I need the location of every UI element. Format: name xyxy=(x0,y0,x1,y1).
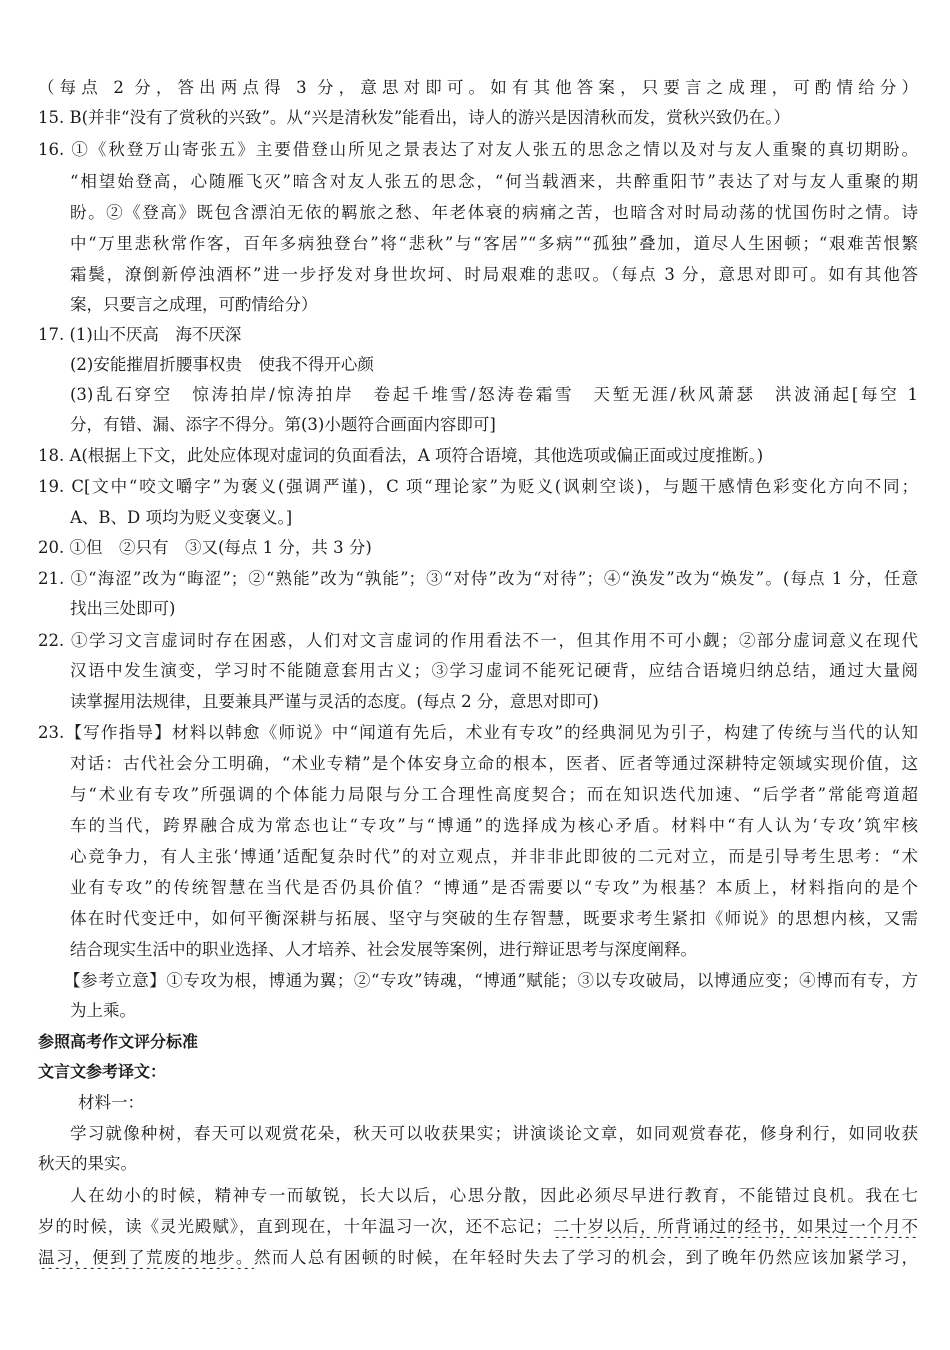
text-line: 人在幼小的时候，精神专一而敏锐，长大以后，心思分散，因此必须尽早进行教育，不能错过良机。我在七 xyxy=(70,1186,918,1205)
answer-18: 18. A(根据上下文，此处应体现对虚词的负面看法，A 项符合语境，其他选项或偏正面或过度推断。) xyxy=(38,446,764,465)
text-line: 中“万里悲秋常作客，百年多病独登台”将“悲秋”与“客居”“多病”“孤独”叠加，道尽人生困顿；“艰难苦恨繁 xyxy=(70,234,918,253)
answer-19: 19. C[文中“咬文嚼字”为褒义(强调严谨)，C 项“理论家”为贬义(讽刺空谈)，与题干感情色彩变化方向不同； xyxy=(38,477,918,496)
text-line: 汉语中发生演变，学习时不能随意套用古义；③学习虚词不能死记硬背，应结合语境归纳总结，通过大量阅 xyxy=(70,661,918,680)
text-line: 找出三处即可) xyxy=(70,599,176,618)
text-line: 心竞争力，有人主张‘博通’适配复杂时代”的对立观点，并非非此即彼的二元对立，而是引导考生思考：“术 xyxy=(70,847,918,866)
text-line: 案，只要言之成理，可酌情给分） xyxy=(70,295,318,314)
text-line: A、B、D 项均为贬义变褒义。] xyxy=(70,508,293,527)
answer-15: 15. B(并非“没有了赏秋的兴致”。从“兴是清秋发”能看出，诗人的游兴是因清秋而发，赏秋兴致仍在。） xyxy=(38,108,791,127)
text-line: 盼。②《登高》既包含漂泊无依的羁旅之愁、年老体衰的病痛之苦，也暗含对时局动荡的忧国伤时之情。诗 xyxy=(70,203,918,222)
wavy-underlined-text: 二十岁以后，所背诵过的经书，如果过一个月不 xyxy=(551,1217,918,1236)
text-line: 秋天的果实。 xyxy=(38,1154,137,1173)
text-line: “相望始登高，心随雁飞灭”暗含对友人张五的思念，“何当载酒来，共醉重阳节”表达了对与友人重聚的期 xyxy=(70,172,918,191)
reference-ideas: 【参考立意】①专攻为根，博通为翼；②“专攻”铸魂，“博通”赋能；③以专攻破局，以博通应变；④博而有专，方 xyxy=(64,971,918,990)
text-line: 体在时代变迁中，如何平衡深耕与拓展、坚守与突破的生存智慧，既要求考生紧扣《师说》的思想内核，又需 xyxy=(70,909,918,928)
text-line: (2)安能摧眉折腰事权贵 使我不得开心颜 xyxy=(70,355,374,374)
text-line: 业有专攻”的传统智慧在当代是否仍具价值？“博通”是否需要以“专攻”为根基？本质上，材料指向的是个 xyxy=(70,878,918,897)
answer-17: 17. (1)山不厌高 海不厌深 xyxy=(38,325,242,344)
text-line: 为上乘。 xyxy=(70,1001,136,1020)
text-line: 对话：古代社会分工明确，“术业专精”是个体安身立命的根本，医者、匠者等通过深耕特定领域实现价值，这 xyxy=(70,754,918,773)
text-line: 学习就像种树，春天可以观赏花朵，秋天可以收获果实；讲演谈论文章，如同观赏春花，修身利行，如同收获 xyxy=(70,1124,918,1143)
text-line: 车的当代，跨界融合成为常态也让“专攻”与“博通”的选择成为核心矛盾。材料中“有人认为‘专攻’筑牢核 xyxy=(70,816,918,835)
answer-21: 21. ①“海涩”改为“晦涩”；②“熟能”改为“孰能”；③“对侍”改为“对待”；④“涣发”改为“焕发”。(每点 1 分，任意 xyxy=(38,569,918,588)
text-line xyxy=(38,1247,918,1269)
section-heading-translation: 文言文参考译文： xyxy=(38,1062,167,1081)
text-line: 霜鬓，潦倒新停浊酒杯”进一步抒发对身世坎坷、时局艰难的悲叹。（每点 3 分，意思对即可。如有其他答 xyxy=(70,265,918,284)
section-heading-scoring: 参照高考作文评分标准 xyxy=(38,1032,199,1051)
text-line: 与“术业有专攻”所强调的个体能力局限与分工合理性高度契合；而在知识迭代加速、“后学者”常能弯道超 xyxy=(70,785,918,804)
wavy-underlined-text: 温习，便到了荒废的地步。 xyxy=(38,1248,254,1267)
text-line: 分，有错、漏、添字不得分。第(3)小题符合画面内容即可] xyxy=(70,415,496,434)
text-line: （每点 2 分，答出两点得 3 分，意思对即可。如有其他答案，只要言之成理，可酌情给分） xyxy=(38,78,918,97)
text-line: (3)乱石穿空 惊涛拍岸/惊涛拍岸 卷起千堆雪/怒涛卷霜雪 天堑无涯/秋风萧瑟 洪波涌起[每空 1 xyxy=(70,385,918,404)
answer-23: 23.【写作指导】材料以韩愈《师说》中“闻道有先后，术业有专攻”的经典洞见为引子，构建了传统与当代的认知 xyxy=(38,723,918,742)
material-label: 材料一： xyxy=(78,1093,144,1112)
text-segment: 然而人总有困顿的时候，在年轻时失去了学习的机会，到了晚年仍然应该加紧学习， xyxy=(253,1248,918,1267)
text-line xyxy=(38,1216,918,1238)
answer-22: 22. ①学习文言虚词时存在困惑，人们对文言虚词的作用看法不一，但其作用不可小觑；②部分虚词意义在现代 xyxy=(38,631,918,650)
text-line: 读掌握用法规律，且要兼具严谨与灵活的态度。(每点 2 分，意思对即可) xyxy=(70,692,599,711)
answer-16: 16. ①《秋登万山寄张五》主要借登山所见之景表达了对友人张五的思念之情以及对与友人重聚的真切期盼。 xyxy=(38,140,918,159)
text-segment: 岁的时候，读《灵光殿赋》，直到现在，十年温习一次，还不忘记； xyxy=(38,1217,552,1236)
answer-20: 20. ①但 ②只有 ③又(每点 1 分，共 3 分) xyxy=(38,538,372,557)
text-line: 结合现实生活中的职业选择、人才培养、社会发展等案例，进行辩证思考与深度阐释。 xyxy=(70,940,697,959)
